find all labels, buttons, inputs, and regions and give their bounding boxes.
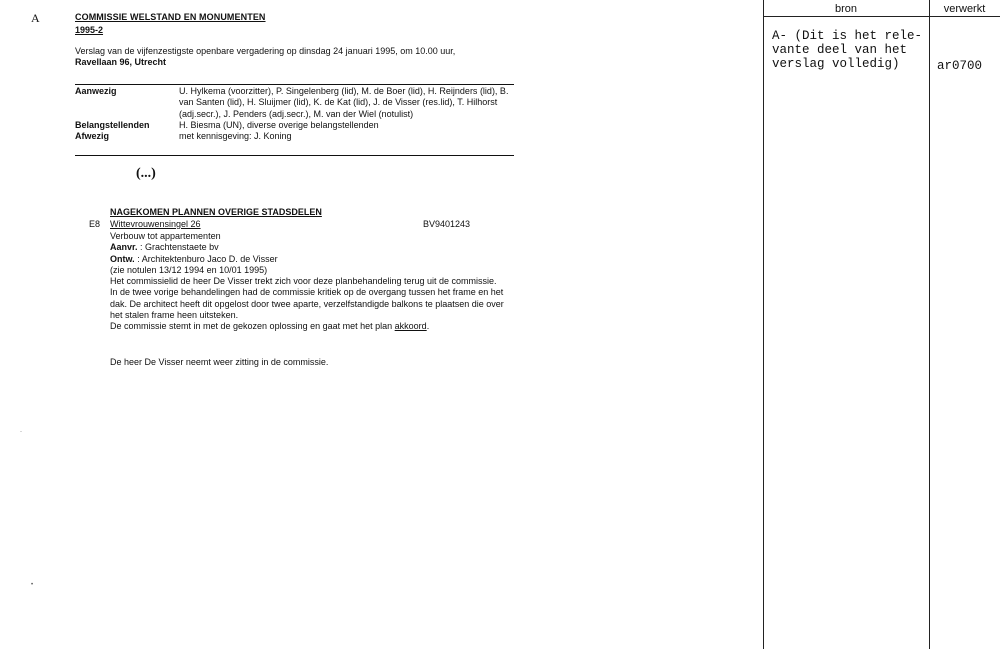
attendance-label: Aanwezig xyxy=(75,86,117,96)
section-title: NAGEKOMEN PLANNEN OVERIGE STADSDELEN xyxy=(110,207,322,217)
item-applicant xyxy=(110,242,505,253)
attendance-value: U. Hylkema (voorzitter), P. Singelenberg (lid), M. de Boer (lid), H. Reijnders (lid), B. van Santen (lid), H. Sluijmer (lid), K. de Kat (lid), J. de Visser (res.lid), T. Hilhorst (adj.secr.), J. Penders (adj.secr.), M. van der Wiel (notulist) xyxy=(179,86,509,119)
attendance-value: H. Biesma (UN), diverse overige belangstellenden xyxy=(179,119,379,130)
attendance-table xyxy=(75,86,517,142)
divider-bottom xyxy=(75,155,514,156)
attendance-row-present xyxy=(75,86,517,120)
item-code: E8 xyxy=(89,219,101,229)
item-reference: BV9401243 xyxy=(423,219,471,229)
decision-end: . xyxy=(426,321,430,332)
item-body xyxy=(110,231,505,333)
item-paragraph-1: Het commissielid de heer De Visser trekt zich voor deze planbehandeling terug uit de commissie. xyxy=(110,276,497,287)
item-paragraph-3 xyxy=(110,321,505,332)
source-note: A- (Dit is het rele- vante deel van het verslag volledig) xyxy=(772,29,923,71)
column-divider-right xyxy=(929,0,930,649)
decision-word: akkoord xyxy=(394,321,427,332)
column-header-rule xyxy=(763,16,1000,17)
item-minutes-ref: (zie notulen 13/12 1994 en 10/01 1995) xyxy=(110,264,268,275)
decision-text: De commissie stemt in met de gekozen oplossing en gaat met het plan xyxy=(110,321,395,332)
document-title: COMMISSIE WELSTAND EN MONUMENTEN xyxy=(75,12,266,22)
designer-value: : Architektenburo Jaco D. de Visser xyxy=(137,253,278,264)
closing-note: De heer De Visser neemt weer zitting in de commissie. xyxy=(110,357,329,367)
column-divider-left xyxy=(763,0,764,649)
attendance-label: Afwezig xyxy=(75,131,110,142)
column-header-source: bron xyxy=(834,3,858,15)
meeting-location: Ravellaan 96, Utrecht xyxy=(75,57,167,67)
processed-code: ar0700 xyxy=(937,59,983,73)
applicant-value: : Grachtenstaete bv xyxy=(140,242,219,253)
meeting-intro-line1: Verslag van de vijfenzestigste openbare vergadering op dinsdag 24 januari 1995, om 10.00 uur, xyxy=(75,46,456,56)
item-address: Wittevrouwensingel 26 xyxy=(110,219,201,229)
column-header-processed: verwerkt xyxy=(943,3,986,15)
attendance-row-interested xyxy=(75,120,517,131)
applicant-label: Aanvr. xyxy=(110,242,138,253)
scan-speck: • xyxy=(31,582,34,588)
document-number: 1995-2 xyxy=(75,25,104,35)
designer-label: Ontw. xyxy=(110,253,135,264)
attendance-value: met kennisgeving: J. Koning xyxy=(179,131,292,142)
attendance-label: Belangstellenden xyxy=(75,119,150,130)
scan-speck: - xyxy=(20,429,22,435)
omission-marker: (...) xyxy=(136,166,156,181)
attendance-row-absent xyxy=(75,131,517,142)
item-designer xyxy=(110,254,505,265)
margin-letter: A xyxy=(31,11,40,25)
item-paragraph-2: In de twee vorige behandelingen had de commissie kritiek op de overgang tussen het frame en het dak. De architect heeft dit opgelost door twee aparte, verzelfstandigde balkons te plaatsen die over het stalen frame heen uitsteken. xyxy=(110,287,504,321)
item-description: Verbouw tot appartementen xyxy=(110,231,221,241)
divider-top xyxy=(75,84,514,85)
meeting-intro xyxy=(75,46,525,68)
